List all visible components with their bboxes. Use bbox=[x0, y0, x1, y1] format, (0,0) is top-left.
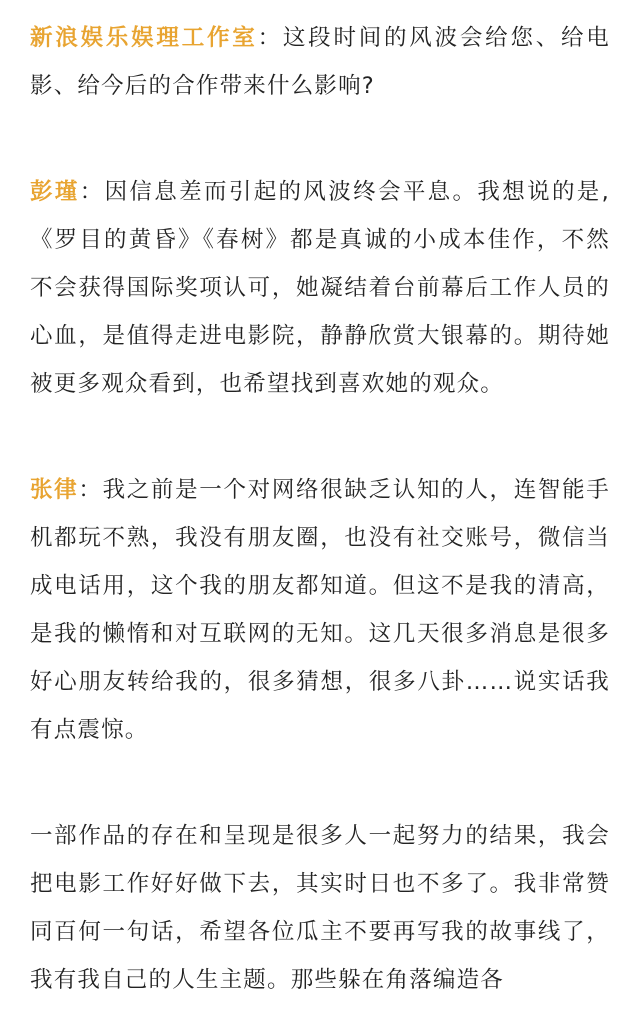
speaker-separator: ： bbox=[257, 25, 283, 51]
paragraph-text: 我之前是一个对网络很缺乏认知的人，连智能手机都玩不熟，我没有朋友圈，也没有社交账号，微信当成电话用，这个我的朋友都知道。但这不是我的清高，是我的懒惰和对互联网的无知。这几天很多消息是很多好心朋友转给我的，很多猜想，很多八卦……说实话我有点震惊。 bbox=[30, 477, 610, 743]
question-paragraph bbox=[30, 14, 610, 110]
paragraph-text: 一部作品的存在和呈现是很多人一起努力的结果，我会把电影工作好好做下去，其实时日也不多了。我非常赞同百何一句话，希望各位瓜主不要再写我的故事线了，我有我自己的人生主题。那些躲在角落编造各 bbox=[30, 823, 610, 993]
paragraph-text: 因信息差而引起的风波终会平息。我想说的是,《罗目的黄昏》《春树》都是真诚的小成本佳作，不然不会获得国际奖项认可，她凝结着台前幕后工作人员的心血，是值得走进电影院，静静欣赏大银幕的。期待她被更多观众看到，也希望找到喜欢她的观众。 bbox=[30, 179, 611, 397]
answer-paragraph-zhang bbox=[30, 466, 610, 754]
speaker-separator: ： bbox=[79, 179, 105, 205]
speaker-separator: ： bbox=[78, 477, 103, 503]
speaker-name: 新浪娱乐娱理工作室 bbox=[30, 25, 258, 51]
answer-paragraph-peng bbox=[30, 168, 610, 408]
paragraph-text: 这段时间的风波会给您、给电影、给今后的合作带来什么影响? bbox=[30, 25, 610, 99]
speaker-name: 张律 bbox=[30, 477, 79, 503]
speaker-name: 彭瑾 bbox=[30, 179, 80, 205]
continuation-paragraph bbox=[30, 812, 610, 1004]
